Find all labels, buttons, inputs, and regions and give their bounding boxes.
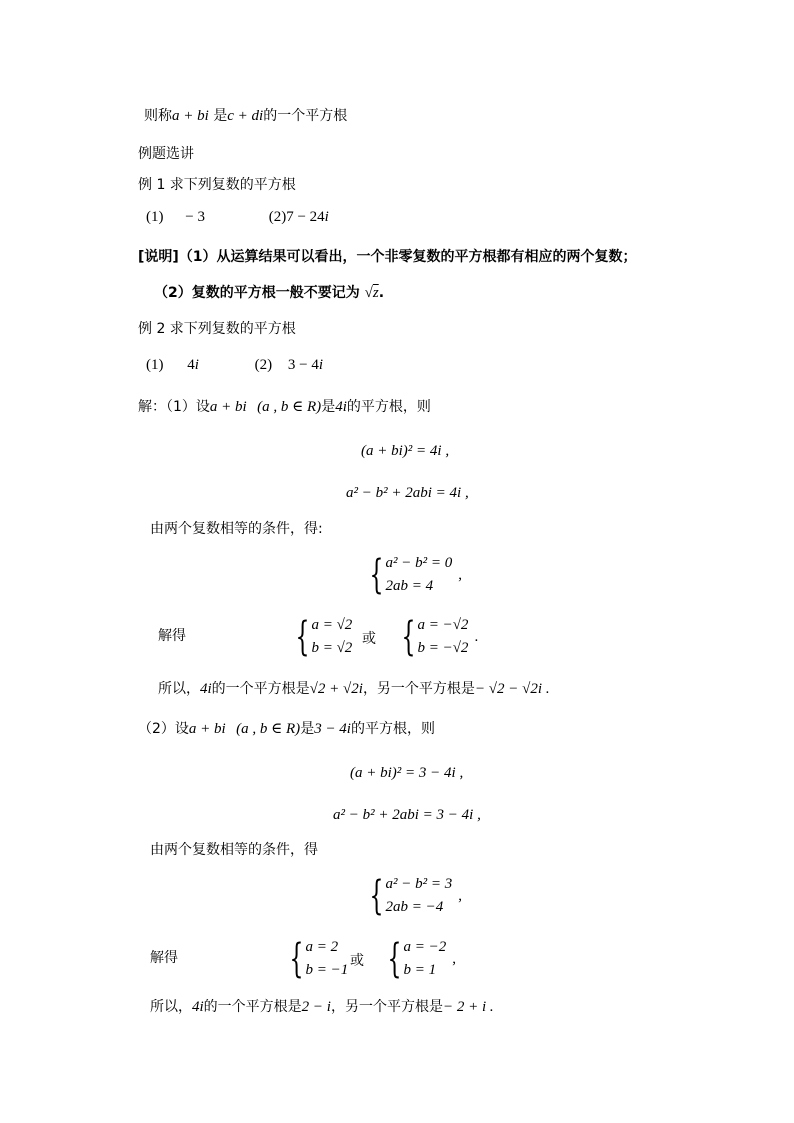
equation: a = √2 [311,617,353,633]
text: 则称 [144,108,172,124]
math: − 2 + i . [442,999,494,1015]
text: 或 [362,631,376,647]
equation: a² − b² + 2abi = 3 − 4i , [333,807,481,823]
math: (2) [254,357,273,373]
text-line [144,107,347,125]
math: (1) [146,357,164,373]
equation-system [376,936,456,982]
equation: a² − b² + 2abi = 4i , [346,485,469,501]
equation: a = 2 [305,939,339,955]
note-line: [说明]（1）从运算结果可以看出，一个非零复数的平方根都有相应的两个复数； [138,249,637,265]
formula-line [146,208,329,226]
text: 的一个平方根是 [211,681,310,697]
text: 的平方根，则 [350,721,435,737]
text: 解：（1）设 [138,399,210,415]
equation: b = √2 [311,640,353,656]
punct: , [458,566,462,583]
math: (a , b ∈ R) [236,721,301,737]
brace: { [369,873,384,919]
equation: b = −1 [305,962,349,978]
equation: 2ab = −4 [385,899,444,915]
brace: { [289,936,304,982]
math: c + di [227,108,264,124]
text-line: 解得 [158,628,186,644]
math: i [324,209,329,225]
example-title: 例 1 求下列复数的平方根 [138,177,296,193]
math: (2)7 − 24 [268,209,325,225]
equation: (a + bi)² = 3 − 4i , [350,765,464,781]
math: 4i [335,399,347,415]
equation: a = −2 [403,939,447,955]
text: 的平方根，则 [346,399,431,415]
text: ，另一个平方根是 [362,681,475,697]
equation-system [358,873,462,919]
equation: (a + bi)² = 4i , [361,443,450,459]
equation-system [284,614,352,660]
brace: { [401,614,416,660]
punct: , [452,950,456,967]
formula-line [146,356,323,374]
text-line [138,720,435,738]
section-heading: 例题选讲 [138,146,194,162]
math: − √2 − √2i . [474,681,550,697]
brace: { [387,936,402,982]
punct: . [474,628,479,645]
math: − 3 [185,209,205,225]
equation: b = 1 [403,962,437,978]
punct: , [458,887,462,904]
math: a + bi [172,108,209,124]
brace: { [295,614,310,660]
example-title: 例 2 求下列复数的平方根 [138,321,296,337]
math: a + bi [209,399,247,415]
math: (1) [146,209,164,225]
text-line: 由两个复数相等的条件，得: [150,521,323,537]
math: 3 − 4i [314,721,351,737]
brace: { [369,552,384,598]
math: (a , b ∈ R) [257,399,322,415]
math: z [372,285,379,301]
equation: a² − b² = 3 [385,876,453,892]
equation-system [278,936,348,982]
math: 3 − 4 [287,357,319,373]
text-line: 解得 [150,950,178,966]
equation: a² − b² = 0 [385,555,453,571]
equation: b = −√2 [417,640,469,656]
math: i [318,357,324,373]
text: （2）复数的平方根一般不要记为 [154,285,360,301]
math: √ [364,285,373,301]
equation: 2ab = 4 [385,578,434,594]
math: 4i [200,681,212,697]
text: 是 [321,399,336,415]
math: √2 + √2i [309,681,363,697]
text: . [378,285,385,301]
math: 4 [187,357,195,373]
math: i [194,357,199,373]
text: 的一个平方根 [263,108,348,124]
note-line [154,284,384,302]
equation-system [358,552,462,598]
equation-system [390,614,478,660]
text: ，另一个平方根是 [330,999,443,1015]
text: 所以， [158,681,200,697]
text: 是 [300,721,315,737]
text-line: 由两个复数相等的条件，得 [150,842,318,858]
text: 是 [208,108,228,124]
math: 2 − i [301,999,331,1015]
text: 或 [350,953,364,969]
equation: a = −√2 [417,617,469,633]
text-line [158,680,550,698]
text-line [150,998,494,1016]
text: 的一个平方根是 [203,999,302,1015]
math: 4i [192,999,204,1015]
text-line [138,398,431,416]
text: 所以， [150,999,192,1015]
text: （2）设 [138,721,189,737]
math: a + bi [188,721,226,737]
